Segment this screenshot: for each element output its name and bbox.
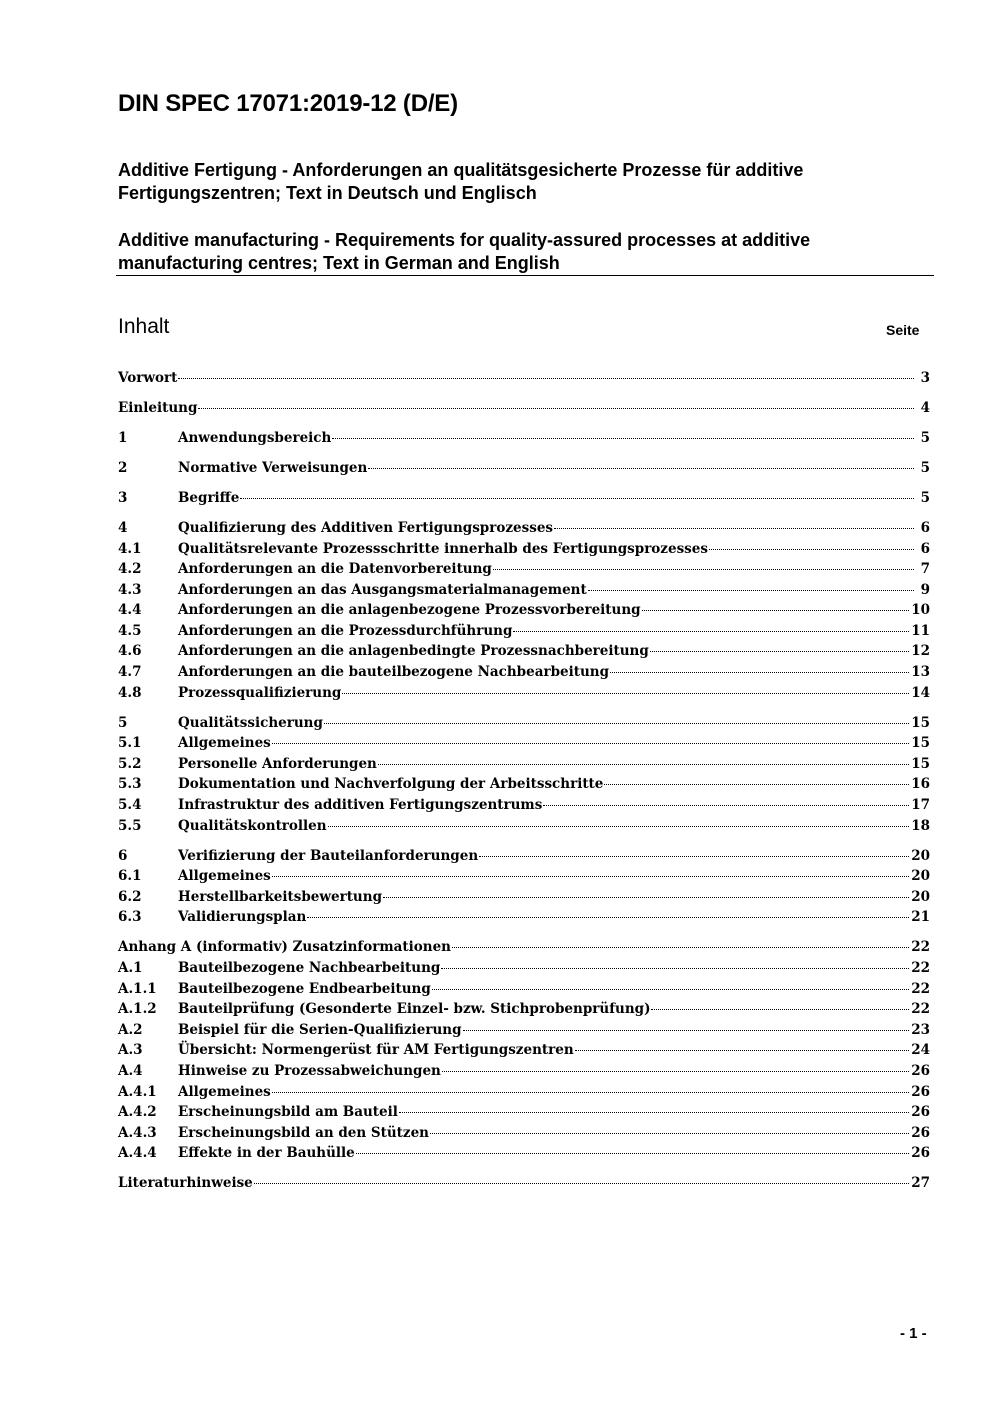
toc-dot-leader [493, 569, 914, 570]
toc-dot-leader [651, 1009, 909, 1010]
toc-entry[interactable] [118, 939, 930, 960]
toc-entry[interactable] [118, 1175, 930, 1196]
toc-entry-title: Erscheinungsbild am Bauteil [178, 1104, 398, 1121]
toc-entry[interactable] [118, 848, 930, 869]
toc-entry-number: 4.5 [118, 622, 142, 639]
toc-entry-title: Qualitätskontrollen [178, 817, 327, 834]
toc-dot-leader [442, 1071, 909, 1072]
toc-entry-number: A.4.3 [118, 1124, 157, 1141]
toc-dot-leader [399, 1112, 909, 1113]
toc-entry-page: 10 [911, 602, 930, 619]
toc-dot-leader [272, 876, 909, 877]
toc-dot-leader [307, 917, 909, 918]
toc-entry-title: Qualifizierung des Additiven Fertigungsprozesses [178, 519, 554, 536]
toc-entry-title: Anforderungen an die Prozessdurchführung [178, 622, 513, 639]
toc-dot-leader [575, 1050, 910, 1051]
toc-entry[interactable] [118, 582, 930, 603]
footer-page-number: - 1 - [900, 1325, 927, 1342]
toc-entry[interactable] [118, 400, 930, 421]
toc-entry-number: 2 [118, 459, 128, 476]
toc-entry-page: 20 [911, 868, 930, 885]
toc-dot-leader [709, 549, 914, 550]
page-column-label: Seite [886, 322, 920, 338]
toc-entry-title: Erscheinungsbild an den Stützen [178, 1124, 429, 1141]
toc-entry-number: 5.5 [118, 817, 142, 834]
toc-entry-title: Anforderungen an die anlagenbedingte Prozessnachbereitung [178, 643, 649, 660]
toc-entry-title: Herstellbarkeitsbewertung [178, 888, 383, 905]
toc-entry-number: 4.4 [118, 602, 142, 619]
toc-dot-leader [328, 826, 910, 827]
toc-entry-page: 13 [911, 664, 930, 681]
toc-dot-leader [254, 1183, 909, 1184]
toc-entry-title: Bauteilprüfung (Gesonderte Einzel- bzw. Stichprobenprüfung) [178, 1001, 651, 1018]
toc-dot-leader [554, 528, 914, 529]
toc-entry[interactable] [118, 735, 930, 756]
toc-dot-leader [178, 378, 914, 379]
toc-entry-number: 6.2 [118, 888, 142, 905]
toc-entry-number: 5.3 [118, 776, 142, 793]
toc-entry[interactable] [118, 541, 930, 562]
toc-entry-title: Anforderungen an die anlagenbezogene Prozessvorbereitung [178, 602, 641, 619]
toc-entry-page: 26 [911, 1062, 930, 1079]
toc-entry-number: A.3 [118, 1042, 143, 1059]
toc-entry[interactable] [118, 981, 930, 1002]
toc-entry-number: 6.1 [118, 868, 142, 885]
toc-entry-title: Anhang A (informativ) Zusatzinformationen [118, 939, 451, 956]
toc-entry-title: Effekte in der Bauhülle [178, 1145, 355, 1162]
toc-entry-page: 5 [920, 429, 930, 446]
toc-dot-leader [604, 784, 909, 785]
toc-entry[interactable] [118, 490, 930, 511]
toc-entry[interactable] [118, 797, 930, 818]
toc-entry-number: A.1.2 [118, 1001, 157, 1018]
toc-entry-page: 17 [911, 797, 930, 814]
toc-entry-number: 5.2 [118, 755, 142, 772]
toc-dot-leader [240, 498, 914, 499]
toc-entry-page: 6 [920, 540, 930, 557]
toc-entry-page: 26 [911, 1104, 930, 1121]
toc-entry[interactable] [118, 818, 930, 839]
toc-entry-page: 15 [911, 755, 930, 772]
toc-entry[interactable] [118, 1001, 930, 1022]
toc-entry[interactable] [118, 1145, 930, 1166]
toc-entry-title: Validierungsplan [178, 909, 307, 926]
toc-entry-title: Bauteilbezogene Nachbearbeitung [178, 959, 441, 976]
toc-entry-number: 4.8 [118, 684, 142, 701]
toc-entry-title: Beispiel für die Serien-Qualifizierung [178, 1021, 462, 1038]
toc-entry-number: 4.6 [118, 643, 142, 660]
toc-dot-leader [479, 856, 909, 857]
toc-entry-title: Anforderungen an die bauteilbezogene Nachbearbeitung [178, 664, 610, 681]
toc-entry-page: 20 [911, 847, 930, 864]
toc-entry-number: 4.3 [118, 581, 142, 598]
toc-dot-leader [588, 590, 914, 591]
toc-entry-page: 6 [920, 519, 930, 536]
toc-entry-number: A.4 [118, 1062, 143, 1079]
toc-entry[interactable] [118, 602, 930, 623]
toc-entry-number: 4.2 [118, 561, 142, 578]
toc-entry-page: 26 [911, 1145, 930, 1162]
toc-entry-page: 24 [911, 1042, 930, 1059]
toc-dot-leader [432, 989, 909, 990]
toc-entry[interactable] [118, 776, 930, 797]
toc-dot-leader [650, 651, 909, 652]
toc-entry-page: 23 [911, 1021, 930, 1038]
toc-entry-page: 26 [911, 1083, 930, 1100]
toc-entry-number: A.4.1 [118, 1083, 157, 1100]
toc-entry-title: Allgemeines [178, 868, 271, 885]
toc-entry-title: Allgemeines [178, 735, 271, 752]
toc-entry-title: Anforderungen an das Ausgangsmaterialmanagement [178, 581, 587, 598]
toc-entry-page: 20 [911, 888, 930, 905]
toc-entry-number: 1 [118, 429, 128, 446]
toc-entry-number: A.2 [118, 1021, 143, 1038]
toc-entry-title: Vorwort [118, 370, 178, 386]
toc-entry-number: 5.4 [118, 797, 142, 814]
toc-entry-title: Prozessqualifizierung [178, 684, 342, 701]
toc-dot-leader [430, 1133, 909, 1134]
header-divider [116, 275, 934, 276]
toc-entry-number: 6 [118, 847, 128, 864]
toc-entry-title: Begriffe [178, 489, 240, 506]
toc-entry-page: 9 [920, 581, 930, 598]
toc-entry[interactable] [118, 370, 930, 391]
toc-entry[interactable] [118, 715, 930, 736]
toc-entry[interactable] [118, 1022, 930, 1043]
toc-entry-page: 11 [911, 622, 930, 639]
toc-entry-number: 4.7 [118, 664, 142, 681]
toc-entry[interactable] [118, 868, 930, 889]
toc-entry-title: Literaturhinweise [118, 1175, 253, 1192]
toc-entry[interactable] [118, 1063, 930, 1084]
toc-entry-page: 4 [920, 399, 930, 416]
toc-entry[interactable] [118, 430, 930, 451]
toc-dot-leader [543, 805, 909, 806]
toc-entry-page: 15 [911, 714, 930, 731]
toc-entry-number: A.4.2 [118, 1104, 157, 1121]
toc-entry-page: 3 [920, 370, 930, 386]
toc-dot-leader [463, 1030, 910, 1031]
toc-entry[interactable] [118, 685, 930, 706]
toc-entry-title: Hinweise zu Prozessabweichungen [178, 1062, 441, 1079]
toc-entry-page: 22 [911, 959, 930, 976]
toc-entry-title: Personelle Anforderungen [178, 755, 377, 772]
toc-dot-leader [342, 693, 909, 694]
toc-entry-page: 22 [911, 1001, 930, 1018]
toc-entry-title: Qualitätsrelevante Prozessschritte innerhalb des Fertigungsprozesses [178, 540, 708, 557]
toc-entry-title: Dokumentation und Nachverfolgung der Arbeitsschritte [178, 776, 604, 793]
toc-entry-title: Qualitätssicherung [178, 714, 323, 731]
toc-dot-leader [378, 764, 909, 765]
toc-entry[interactable] [118, 664, 930, 685]
toc-entry-number: 5 [118, 714, 128, 731]
toc-entry-title: Anwendungsbereich [178, 429, 332, 446]
toc-entry[interactable] [118, 561, 930, 582]
toc-entry-page: 27 [911, 1175, 930, 1192]
toc-entry[interactable] [118, 756, 930, 777]
toc-entry[interactable] [118, 909, 930, 930]
toc-entry-page: 22 [911, 980, 930, 997]
toc-dot-leader [441, 968, 909, 969]
toc-dot-leader [272, 743, 909, 744]
toc-entry-number: A.1.1 [118, 980, 157, 997]
toc-entry-title: Anforderungen an die Datenvorbereitung [178, 561, 492, 578]
toc-dot-leader [610, 672, 909, 673]
toc-entry-number: 4 [118, 519, 128, 536]
toc-entry-page: 12 [911, 643, 930, 660]
toc-entry-page: 14 [911, 684, 930, 701]
toc-entry-title: Einleitung [118, 399, 198, 416]
toc-entry[interactable] [118, 1042, 930, 1063]
toc-entry[interactable] [118, 960, 930, 981]
subtitle-german: Additive Fertigung - Anforderungen an qualitätsgesicherte Prozesse für additive Fertigungszentren; Text in Deutsch und Englisch [118, 160, 804, 203]
toc-entry-title: Normative Verweisungen [178, 459, 368, 476]
toc-entry-page: 7 [920, 561, 930, 578]
toc-entry-page: 21 [911, 909, 930, 926]
toc-dot-leader [272, 1092, 909, 1093]
toc-entry[interactable] [118, 643, 930, 664]
table-of-contents [118, 370, 930, 1196]
toc-entry-number: 6.3 [118, 909, 142, 926]
toc-entry-title: Infrastruktur des additiven Fertigungszentrums [178, 797, 543, 814]
toc-dot-leader [642, 610, 910, 611]
toc-entry-page: 15 [911, 735, 930, 752]
toc-entry[interactable] [118, 623, 930, 644]
toc-entry-title: Übersicht: Normengerüst für AM Fertigungszentren [178, 1042, 574, 1059]
toc-dot-leader [198, 408, 914, 409]
toc-entry[interactable] [118, 460, 930, 481]
toc-dot-leader [368, 468, 914, 469]
toc-dot-leader [332, 438, 914, 439]
toc-entry-number: 4.1 [118, 540, 142, 557]
toc-entry-page: 22 [911, 939, 930, 956]
toc-entry-title: Allgemeines [178, 1083, 271, 1100]
toc-dot-leader [513, 631, 909, 632]
toc-entry-number: A.4.4 [118, 1145, 157, 1162]
contents-heading: Inhalt [118, 315, 170, 338]
toc-entry[interactable] [118, 889, 930, 910]
toc-entry-number: 5.1 [118, 735, 142, 752]
toc-entry-number: A.1 [118, 959, 143, 976]
toc-entry-page: 18 [911, 817, 930, 834]
toc-dot-leader [452, 947, 909, 948]
toc-dot-leader [383, 897, 909, 898]
toc-entry-page: 26 [911, 1124, 930, 1141]
toc-dot-leader [324, 723, 909, 724]
toc-entry-page: 5 [920, 459, 930, 476]
toc-entry-title: Verifizierung der Bauteilanforderungen [178, 847, 479, 864]
toc-entry[interactable] [118, 1125, 930, 1146]
document-title: DIN SPEC 17071:2019-12 (D/E) [118, 90, 458, 117]
toc-entry-page: 5 [920, 489, 930, 506]
toc-entry-title: Bauteilbezogene Endbearbeitung [178, 980, 431, 997]
toc-entry-page: 16 [911, 776, 930, 793]
subtitle-english: Additive manufacturing - Requirements for quality-assured processes at additive manufacturing centres; Text in German and English [118, 230, 811, 273]
toc-dot-leader [356, 1153, 909, 1154]
toc-entry[interactable] [118, 1084, 930, 1105]
toc-entry[interactable] [118, 1104, 930, 1125]
toc-entry-number: 3 [118, 489, 128, 506]
toc-entry[interactable] [118, 520, 930, 541]
